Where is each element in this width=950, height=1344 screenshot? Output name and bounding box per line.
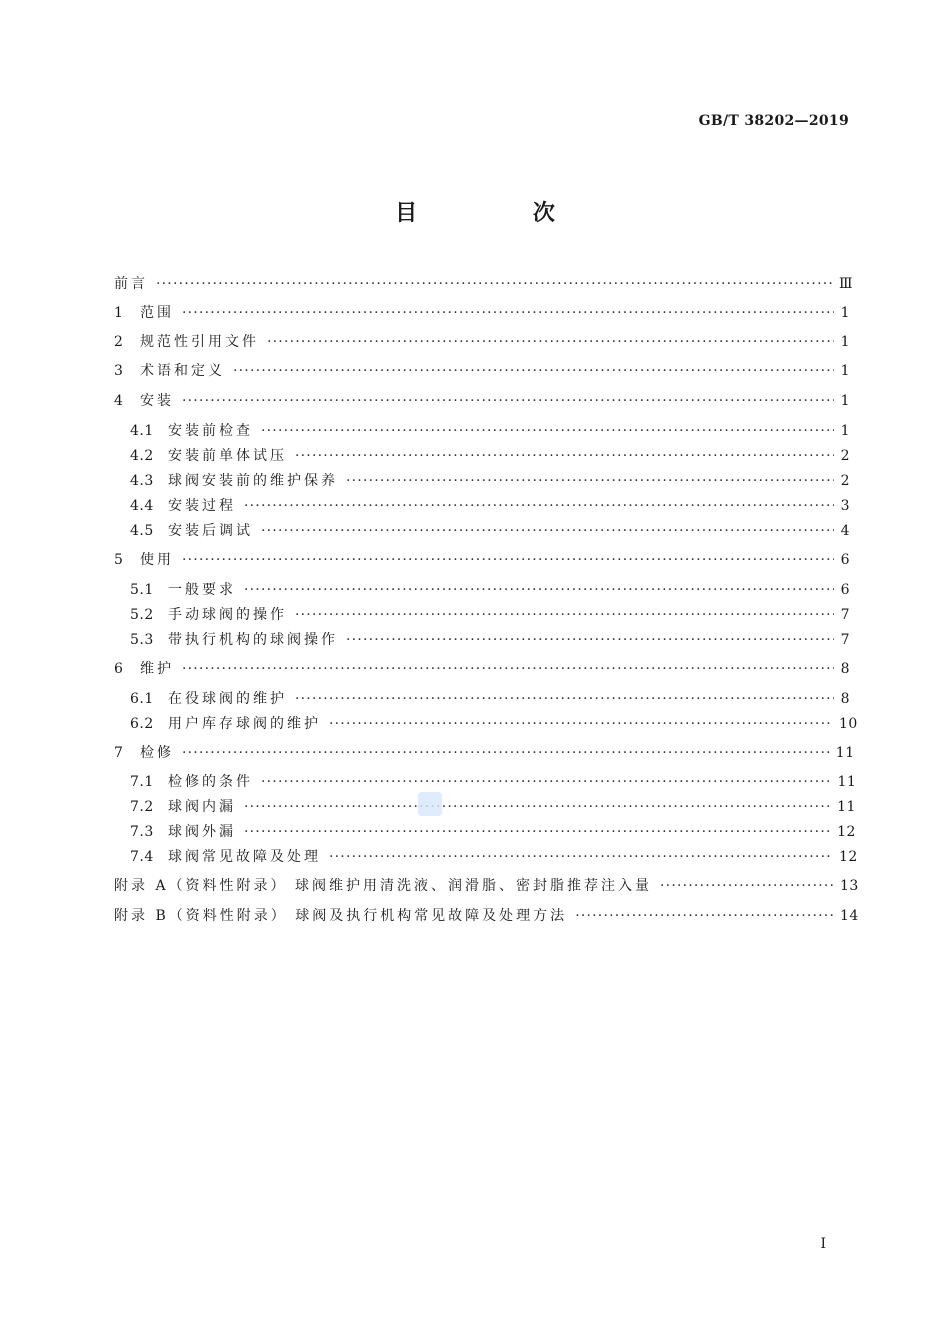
toc-dot-leader: [233, 360, 834, 382]
toc-dot-leader: [182, 549, 834, 571]
toc-entry-page: 11: [837, 799, 856, 815]
toc-entry[interactable]: [130, 771, 857, 793]
toc-entry-number: 7.2: [130, 799, 154, 815]
toc-entry[interactable]: [130, 629, 850, 651]
toc-dot-leader: [182, 658, 834, 680]
toc-entry-number: 5: [114, 552, 124, 568]
toc-entry[interactable]: [114, 905, 859, 927]
toc-entry-title: 规范性引用文件: [140, 334, 259, 350]
toc-entry[interactable]: [114, 390, 850, 412]
toc-dot-leader: [244, 796, 831, 818]
toc-dot-leader: [295, 688, 834, 710]
toc-entry-page: 11: [835, 745, 855, 761]
standard-number: GB/T 38202—2019: [698, 113, 849, 129]
toc-entry-number: 6.1: [130, 691, 154, 707]
toc-entry[interactable]: [130, 520, 850, 542]
toc-entry-title: 球阀安装前的维护保养: [168, 473, 338, 489]
toc-entry[interactable]: [114, 360, 850, 382]
toc-dot-leader: [261, 771, 832, 793]
toc-entry-number: 5.1: [130, 582, 154, 598]
toc-entry-page: 1: [840, 393, 850, 409]
toc-entry[interactable]: [130, 846, 858, 868]
toc-entry[interactable]: [130, 495, 850, 517]
toc-entry-page: 3: [840, 498, 850, 514]
toc-dot-leader: [267, 331, 834, 353]
toc-dot-leader: [329, 713, 833, 735]
toc-entry-page: 2: [840, 448, 850, 464]
toc-dot-leader: [660, 875, 834, 897]
toc-entry-title: 安装后调试: [168, 523, 253, 539]
toc-entry-page: 6: [840, 552, 850, 568]
toc-entry-title: 检修: [140, 745, 174, 761]
toc-entry-page: 11: [837, 774, 857, 790]
toc-dot-leader: [346, 629, 834, 651]
toc-entry-title: 安装前检查: [168, 423, 253, 439]
toc-entry-title: 手动球阀的操作: [168, 607, 287, 623]
toc-entry[interactable]: [114, 742, 855, 764]
toc-entry[interactable]: [114, 875, 859, 897]
toc-entry-page: 2: [840, 473, 850, 489]
toc-entry-title: 一般要求: [168, 582, 236, 598]
toc-entry[interactable]: [114, 302, 850, 324]
toc-entry-title: 附录 A（资料性附录） 球阀维护用清洗液、润滑脂、密封脂推荐注入量: [114, 878, 653, 894]
toc-dot-leader: [156, 273, 833, 295]
toc-dot-leader: [244, 579, 834, 601]
toc-entry-number: 4: [114, 393, 124, 409]
toc-dot-leader: [182, 302, 834, 324]
toc-entry-title: 安装: [140, 393, 174, 409]
toc-entry-page: 12: [838, 849, 858, 865]
toc-entry-page: 4: [840, 523, 850, 539]
toc-entry[interactable]: [114, 331, 850, 353]
toc-entry-title: 使用: [140, 552, 174, 568]
toc-dot-leader: [244, 495, 834, 517]
toc-entry-page: 1: [840, 305, 850, 321]
toc-entry-title: 球阀内漏: [168, 799, 236, 815]
toc-entry-title: 带执行机构的球阀操作: [168, 632, 338, 648]
toc-entry-number: 4.5: [130, 523, 154, 539]
toc-entry-number: 2: [114, 334, 124, 350]
toc-dot-leader: [329, 846, 833, 868]
toc-entry-number: 4.4: [130, 498, 154, 514]
toc-entry[interactable]: [130, 821, 856, 843]
toc-entry-number: 5.3: [130, 632, 154, 648]
toc-dot-leader: [261, 420, 834, 442]
toc-dot-leader: [244, 821, 831, 843]
toc-entry-number: 3: [114, 363, 124, 379]
toc-entry-page: 7: [840, 607, 850, 623]
toc-entry-title: 前言: [114, 276, 148, 292]
toc-entry[interactable]: [130, 604, 850, 626]
toc-entry-title: 在役球阀的维护: [168, 691, 287, 707]
toc-entry-number: 4.3: [130, 473, 154, 489]
toc-entry-page: 14: [840, 908, 859, 924]
toc-dot-leader: [346, 470, 834, 492]
toc-dot-leader: [182, 742, 830, 764]
toc-entry-title: 检修的条件: [168, 774, 253, 790]
toc-entry-page: 7: [840, 632, 850, 648]
watermark-logo: [418, 792, 442, 816]
toc-entry[interactable]: [130, 796, 856, 818]
toc-entry-page: 6: [840, 582, 850, 598]
toc-entry[interactable]: [114, 273, 853, 295]
toc-entry-number: 4.1: [130, 423, 154, 439]
toc-entry-page: 12: [837, 824, 856, 840]
toc-entry-number: 6.2: [130, 716, 154, 732]
toc-entry-page: 1: [840, 363, 850, 379]
toc-entry-number: 5.2: [130, 607, 154, 623]
toc-entry-title: 术语和定义: [140, 363, 225, 379]
toc-entry-number: 4.2: [130, 448, 154, 464]
toc-entry-title: 附录 B（资料性附录） 球阀及执行机构常见故障及处理方法: [114, 908, 568, 924]
toc-entry-number: 6: [114, 661, 124, 677]
page-title: 目 次: [395, 200, 609, 226]
toc-entry[interactable]: [130, 470, 850, 492]
toc-entry[interactable]: [130, 579, 850, 601]
toc-entry-title: 球阀外漏: [168, 824, 236, 840]
toc-dot-leader: [261, 520, 834, 542]
toc-entry-title: 维护: [140, 661, 174, 677]
toc-entry-page: 8: [840, 691, 850, 707]
toc-entry-number: 7.1: [130, 774, 154, 790]
toc-entry[interactable]: [130, 688, 850, 710]
toc-entry-number: 7.4: [130, 849, 154, 865]
toc-entry-title: 范围: [140, 305, 174, 321]
toc-entry[interactable]: [114, 549, 850, 571]
toc-dot-leader: [182, 390, 834, 412]
toc-dot-leader: [295, 604, 834, 626]
toc-entry-number: 7.3: [130, 824, 154, 840]
toc-entry[interactable]: [114, 658, 850, 680]
toc-entry-title: 安装过程: [168, 498, 236, 514]
toc-entry-number: 7: [114, 745, 124, 761]
toc-entry[interactable]: [130, 445, 850, 467]
toc-entry-page: 10: [838, 716, 858, 732]
toc-entry[interactable]: [130, 420, 850, 442]
toc-entry-number: 1: [114, 305, 124, 321]
toc-entry[interactable]: [130, 713, 858, 735]
toc-entry-page: 1: [840, 334, 850, 350]
toc-entry-title: 球阀常见故障及处理: [168, 849, 321, 865]
toc-entry-title: 用户库存球阀的维护: [168, 716, 321, 732]
toc-entry-page: 1: [840, 423, 850, 439]
toc-entry-page: Ⅲ: [838, 276, 853, 292]
toc-entry-page: 13: [840, 878, 859, 894]
page-number: I: [820, 1236, 826, 1252]
toc-entry-title: 安装前单体试压: [168, 448, 287, 464]
toc-dot-leader: [575, 905, 834, 927]
toc-entry-page: 8: [840, 661, 850, 677]
toc-dot-leader: [295, 445, 834, 467]
